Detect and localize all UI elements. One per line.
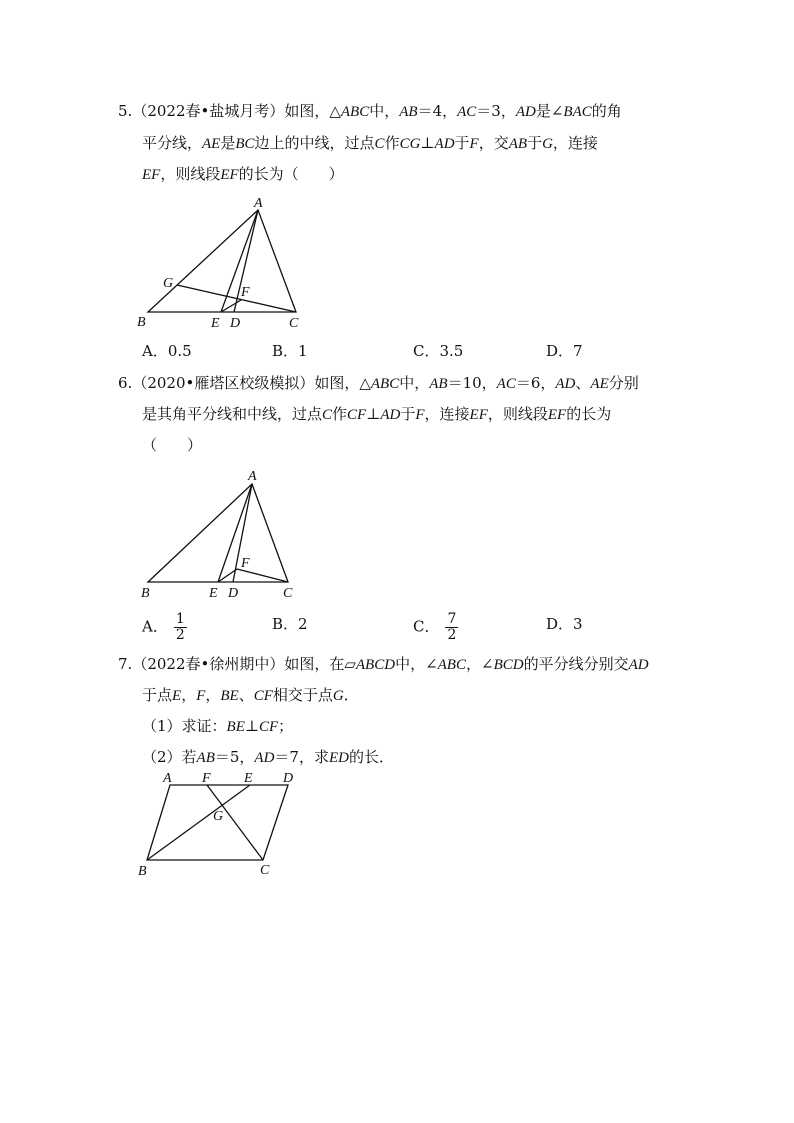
q7-label-b: B — [138, 864, 147, 879]
q5-label-e: E — [211, 316, 220, 331]
q6-label-a: A — [248, 469, 257, 484]
q7-label-c: C — [260, 863, 270, 878]
q5-choice-c[interactable]: C．3.5 — [413, 342, 464, 360]
q6-choice-c[interactable]: C． $\frac{7}{2}$ — [413, 611, 457, 643]
q6-label-e: E — [209, 586, 218, 601]
q6-line-3: （ ） — [142, 436, 203, 454]
q5-choice-a[interactable]: A．0.5 — [142, 342, 192, 360]
q6-label-b: B — [141, 586, 150, 601]
q5-choice-d[interactable]: D．7 — [546, 342, 583, 360]
q5-number: 5. — [118, 102, 133, 120]
q7-part-1: （1）求证：BE⊥CF； — [142, 717, 294, 735]
q7-label-d: D — [283, 771, 294, 786]
q7-line-1: 7.（2022春•徐州期中）如图，在▱ABCD中，∠ABC，∠BCD的平分线分别交AD — [118, 655, 649, 673]
q6-line-1: 6.（2020•雁塔区校级模拟）如图，△ABC中，AB＝10，AC＝6，AD、AE分别 — [118, 374, 639, 392]
q7-line-2: 于点E，F，BE、CF相交于点G． — [142, 686, 359, 704]
q5-label-f: F — [241, 285, 250, 300]
q7-part-2: （2）若AB＝5，AD＝7，求ED的长． — [142, 748, 394, 766]
q5-line-1: 5.（2022春•盐城月考）如图，△ABC中，AB＝4，AC＝3，AD是∠BAC的角 — [118, 102, 622, 120]
q5-source: （2022春•盐城月考） — [132, 102, 285, 120]
q6-choice-d[interactable]: D．3 — [546, 615, 583, 633]
q5-label-c: C — [289, 316, 299, 331]
q6-choice-b[interactable]: B．2 — [272, 615, 308, 633]
q5-choice-b[interactable]: B．1 — [272, 342, 308, 360]
q6-number: 6. — [118, 374, 133, 392]
q5-line-3: EF，则线段EF的长为（ ） — [142, 165, 344, 183]
q5-label-b: B — [137, 315, 146, 330]
q7-label-f: F — [202, 771, 211, 786]
q6-label-d: D — [228, 586, 239, 601]
q6-label-f: F — [241, 556, 250, 571]
q6-choice-a[interactable]: A． $\frac{1}{2}$ — [142, 611, 185, 643]
q7-label-a: A — [163, 771, 172, 786]
q5-label-d: D — [230, 316, 241, 331]
q6-source: （2020•雁塔区校级模拟） — [132, 374, 315, 392]
q6-choice-a-fraction: $\frac{1}{2}$ — [175, 611, 185, 643]
q7-label-g: G — [213, 809, 224, 824]
q6-choice-c-fraction: $\frac{7}{2}$ — [447, 611, 457, 643]
q6-line-2: 是其角平分线和中线，过点C作CF⊥AD于F，连接EF，则线段EF的长为 — [142, 405, 612, 423]
q5-label-a: A — [254, 196, 263, 211]
q5-label-g: G — [163, 276, 174, 291]
q7-source: （2022春•徐州期中） — [132, 655, 285, 673]
q7-number: 7. — [118, 655, 133, 673]
q7-label-e: E — [244, 771, 253, 786]
q6-label-c: C — [283, 586, 293, 601]
q5-line-2: 平分线，AE是BC边上的中线，过点C作CG⊥AD于F，交AB于G，连接 — [142, 134, 598, 152]
